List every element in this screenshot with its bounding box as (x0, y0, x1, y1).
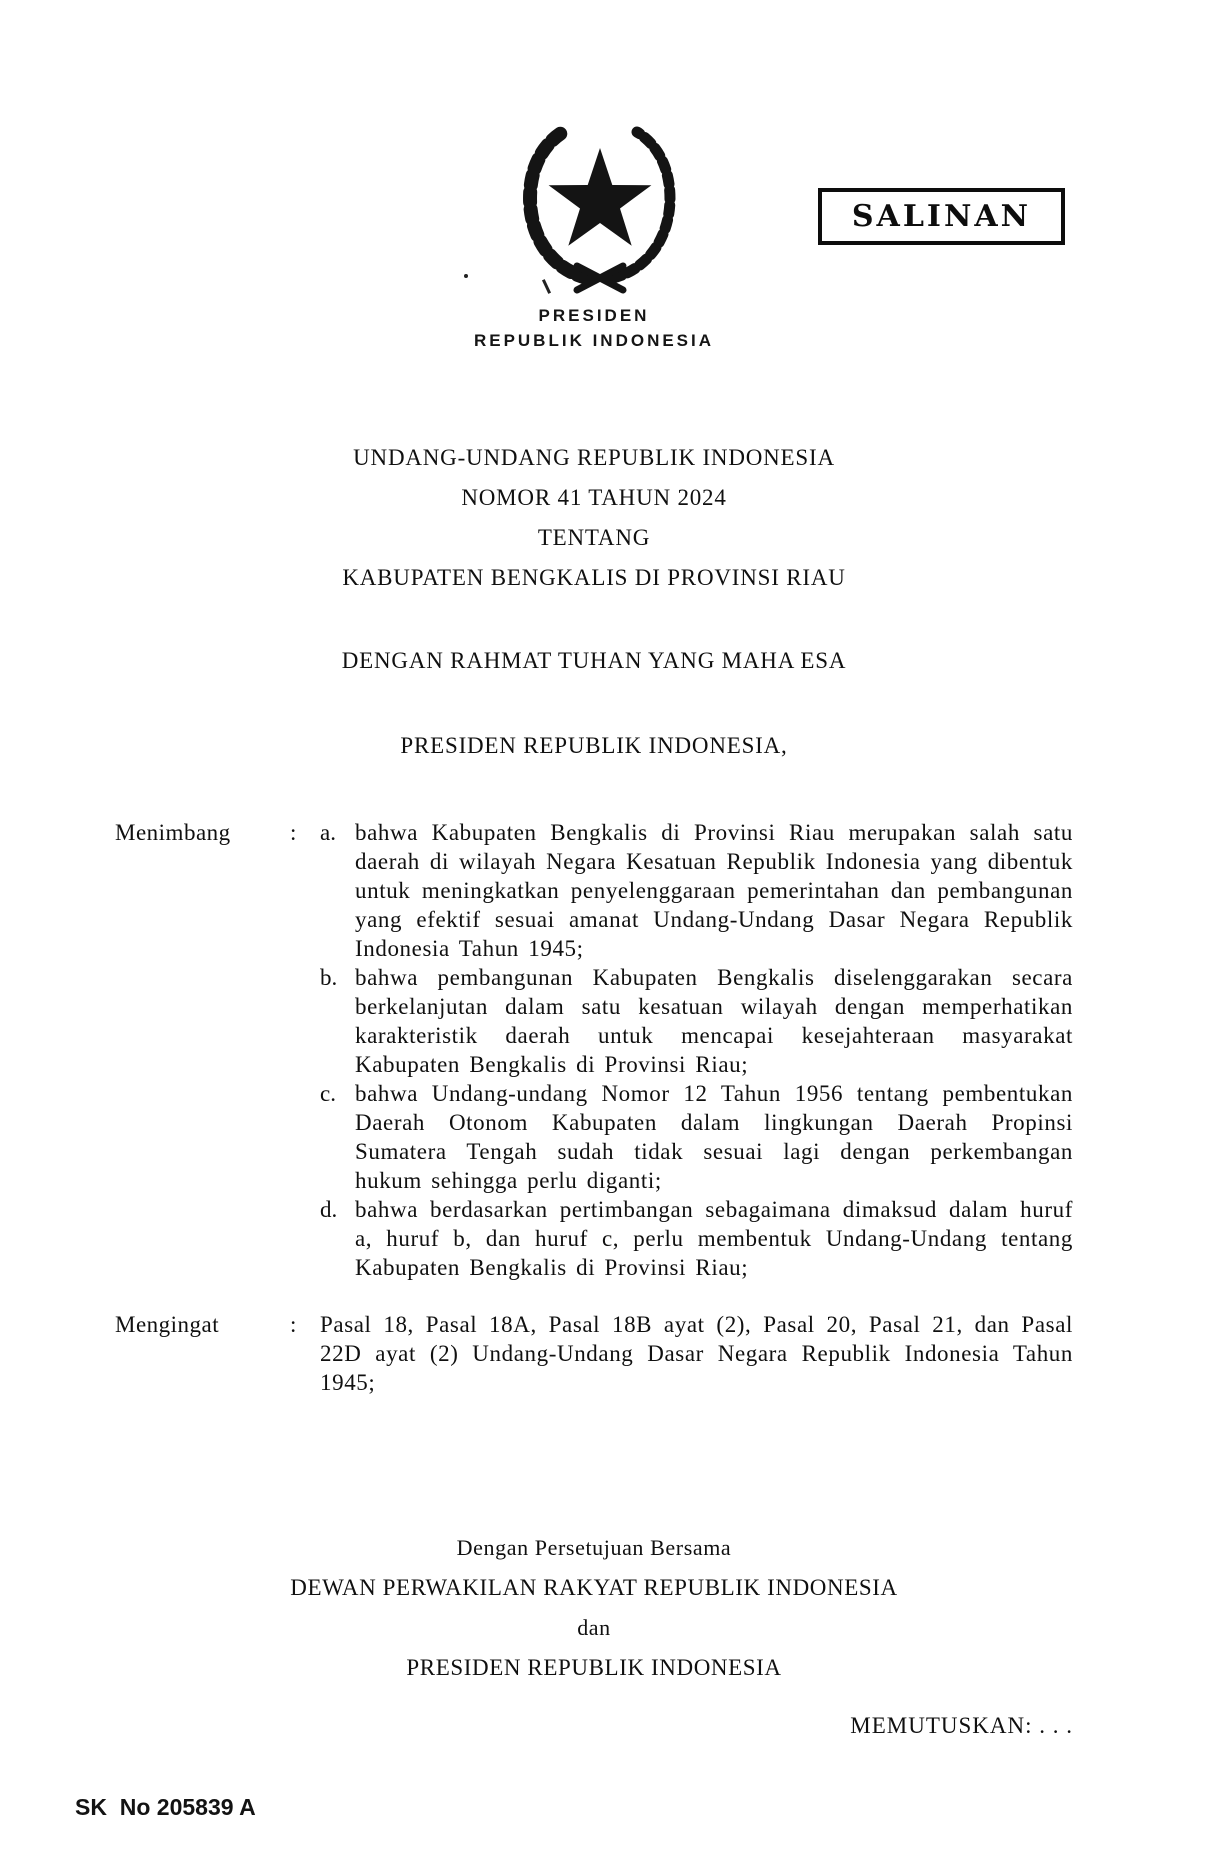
consideration-text: bahwa Kabupaten Bengkalis di Provinsi Riau merupakan salah satu daerah di wilayah Negara Kesatuan Republik Indonesia yang dibentuk untuk meningkatkan penyelenggaraan pemerintahan dan pembangunan yang efektif sesuai amanat Undang-Undang Dasar Negara Republik Indonesia Tahun 1945; (355, 820, 1073, 961)
considerations-row (115, 818, 1073, 1282)
title-line-law: UNDANG-UNDANG REPUBLIK INDONESIA (353, 445, 835, 470)
agreement-dpr: DEWAN PERWAKILAN RAKYAT REPUBLIK INDONESIA (290, 1575, 898, 1600)
considerations-label: Menimbang (115, 820, 231, 845)
consideration-item (320, 963, 1073, 1079)
legal-basis-row (115, 1310, 1073, 1397)
decision-line: MEMUTUSKAN: . . . (850, 1713, 1073, 1738)
consideration-item (320, 1195, 1073, 1282)
star-wreath-emblem-icon (505, 110, 695, 295)
title-block (115, 438, 1073, 598)
scan-artifact-dot (464, 274, 468, 278)
consideration-marker: d. (320, 1197, 338, 1222)
consideration-marker: c. (320, 1081, 336, 1106)
considerations-separator: : (290, 820, 297, 845)
salinan-stamp-label: SALINAN (851, 199, 1032, 234)
consideration-text: bahwa Undang-undang Nomor 12 Tahun 1956 tentang pembentukan Daerah Otonom Kabupaten dalam lingkungan Daerah Propinsi Sumatera Tengah sudah tidak sesuai lagi dengan perkembangan hukum sehingga perlu diganti; (355, 1081, 1073, 1193)
title-line-number: NOMOR 41 TAHUN 2024 (461, 485, 727, 510)
authority-line: PRESIDEN REPUBLIK INDONESIA, (400, 733, 788, 758)
consideration-marker: b. (320, 965, 338, 990)
title-line-tentang: TENTANG (537, 525, 651, 550)
agreement-president: PRESIDEN REPUBLIK INDONESIA (406, 1655, 782, 1680)
letterhead-republik-indonesia: REPUBLIK INDONESIA (473, 331, 715, 350)
salinan-stamp (818, 188, 1065, 245)
legal-basis-text: Pasal 18, Pasal 18A, Pasal 18B ayat (2), Pasal 20, Pasal 21, dan Pasal 22D ayat (2) Undang-Undang Dasar Negara Republik Indonesia Tahun 1945; (320, 1312, 1073, 1395)
clause-area (115, 818, 1073, 1397)
agreement-block (115, 1528, 1073, 1688)
consideration-text: bahwa pembangunan Kabupaten Bengkalis diselenggarakan secara berkelanjutan dalam satu kesatuan wilayah dengan memperhatikan karakteristik daerah untuk mencapai kesejahteraan masyarakat Kabupaten Bengkalis di Provinsi Riau; (355, 965, 1073, 1077)
consideration-item (320, 1079, 1073, 1195)
legal-basis-label: Mengingat (115, 1312, 220, 1337)
invocation-line: DENGAN RAHMAT TUHAN YANG MAHA ESA (341, 648, 847, 673)
considerations-content (320, 818, 1073, 1282)
agreement-intro: Dengan Persetujuan Bersama (456, 1535, 732, 1560)
consideration-item (320, 818, 1073, 963)
consideration-text: bahwa berdasarkan pertimbangan sebagaimana dimaksud dalam huruf a, huruf b, dan huruf c, perlu membentuk Undang-Undang tentang Kabupaten Bengkalis di Provinsi Riau; (355, 1197, 1073, 1280)
legal-basis-separator: : (290, 1312, 297, 1337)
legal-basis-content (320, 1310, 1073, 1397)
letterhead-presiden: PRESIDEN (538, 306, 650, 325)
title-line-subject: KABUPATEN BENGKALIS DI PROVINSI RIAU (342, 565, 846, 590)
sk-number: SK No 205839 A (75, 1794, 256, 1820)
agreement-dan: dan (577, 1615, 611, 1640)
consideration-marker: a. (320, 820, 336, 845)
